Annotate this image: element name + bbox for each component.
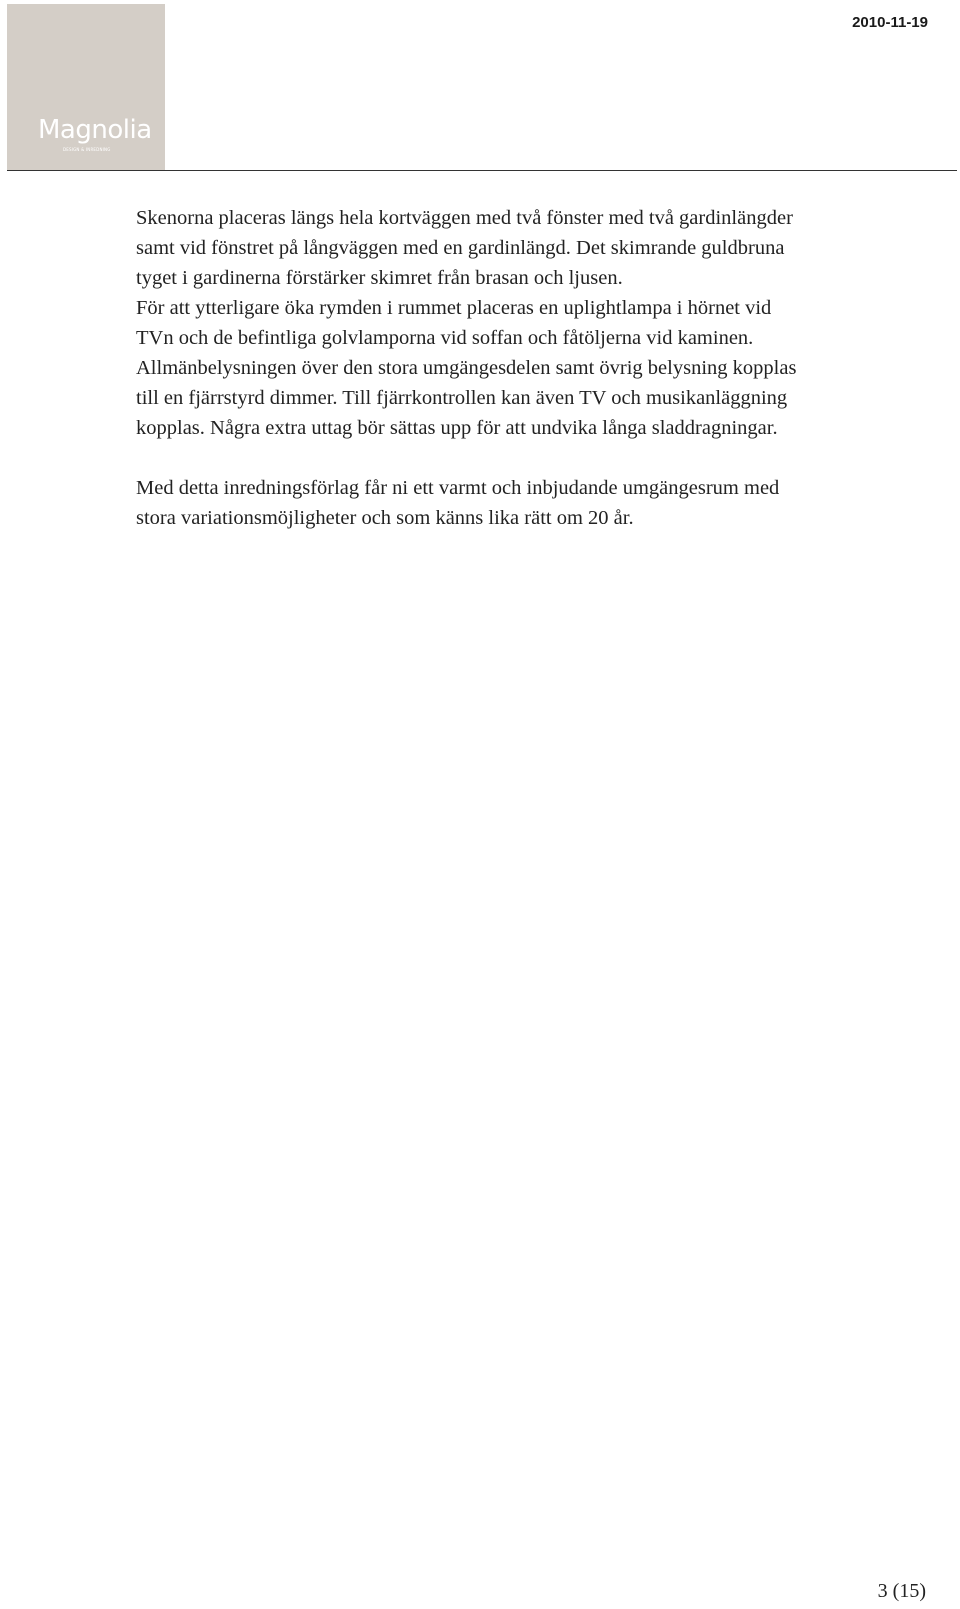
text-line: För att ytterligare öka rymden i rummet placeras en uplightlampa i hörnet vid [136,297,772,319]
document-body [136,203,926,563]
text-line: Skenorna placeras längs hela kortväggen med två fönster med två gardinlängder [136,207,793,229]
paragraph-2 [136,473,926,533]
logo-name: Magnolia [38,115,152,145]
document-date: 2010-11-19 [852,14,928,31]
text-line: stora variationsmöjligheter och som känns lika rätt om 20 år. [136,507,634,529]
page-number: 3 (15) [877,1580,926,1602]
text-line: Med detta inredningsförlag får ni ett varmt och inbjudande umgängesrum med [136,477,780,499]
text-line: till en fjärrstyrd dimmer. Till fjärrkontrollen kan även TV och musikanläggning [136,387,788,409]
paragraph-1 [136,203,926,443]
text-line: TVn och de befintliga golvlamporna vid soffan och fåtöljerna vid kaminen. [136,327,754,349]
logo-tagline: DESIGN & INREDNING [63,147,111,152]
header-divider [7,170,957,171]
text-line: Allmänbelysningen över den stora umgängesdelen samt övrig belysning kopplas [136,357,797,379]
text-line: tyget i gardinerna förstärker skimret från brasan och ljusen. [136,267,623,289]
text-line: samt vid fönstret på långväggen med en gardinlängd. Det skimrande guldbruna [136,237,785,259]
company-logo [7,4,165,170]
text-line: kopplas. Några extra uttag bör sättas upp för att undvika långa sladdragningar. [136,417,778,439]
